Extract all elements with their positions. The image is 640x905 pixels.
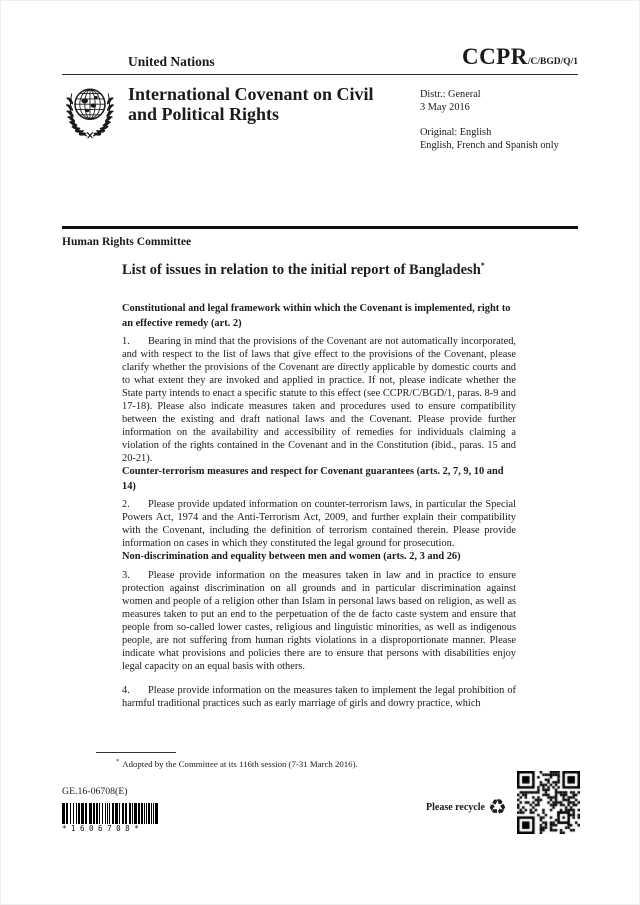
footnote-mark: * xyxy=(116,758,120,765)
paragraph-text: Please provide updated information on counter-terrorism laws, in particular the Special Powers Act, 1974 and the Anti-Terrorism Act, 2009, and further explain their compatibility with the Covenant, including the definition of terrorism contained therein. Please provide information on cases in which they constituted the legal ground for prosecution. xyxy=(122,499,516,549)
date-line: 3 May 2016 xyxy=(420,102,470,113)
committee-name: Human Rights Committee xyxy=(62,236,192,248)
header-rule xyxy=(62,74,578,75)
original-line: Original: English xyxy=(420,127,492,138)
paragraph-number: 2. xyxy=(122,499,130,510)
title-footnote-mark: * xyxy=(480,261,485,270)
section-heading: Counter-terrorism measures and respect for Covenant guarantees (arts. 2, 7, 9, 10 and 14) xyxy=(122,466,504,492)
section-rule xyxy=(62,226,578,229)
qr-code-icon xyxy=(517,771,580,834)
recycle-block xyxy=(426,797,507,818)
footnote-rule xyxy=(96,752,176,753)
covenant-title: International Covenant on Civil and Political Rights xyxy=(128,84,374,124)
doc-symbol-suffix: /C/BGD/Q/1 xyxy=(527,57,578,67)
distr-block xyxy=(420,88,559,152)
document-title xyxy=(122,261,485,279)
issue-section xyxy=(122,302,516,465)
numbered-paragraph xyxy=(122,498,516,550)
paragraph-number: 1. xyxy=(122,336,130,347)
recycle-label: Please recycle xyxy=(426,802,485,813)
barcode-icon xyxy=(62,803,158,824)
languages-line: English, French and Spanish only xyxy=(420,140,559,151)
numbered-paragraph xyxy=(122,684,516,710)
paragraph-text: Please provide information on the measures taken in law and in practice to ensure protection against discrimination on all grounds and in particular discrimination against women and people of a religion other than Islam in personal laws based on religion, as well as measures taken to put an end to the perpetuation of the de facto caste system and ensure that people from so-called lower castes, religious and linguistic minorities, as well as indigenous people, are not suffering from human rights violations in a disproportionate manner. Please indicate what provisions and policies there are to ensure that persons with disabilities enjoy legal capacity on an equal basis with others. xyxy=(122,569,516,672)
distr-line: Distr.: General xyxy=(420,89,481,100)
footnote xyxy=(116,758,516,769)
numbered-paragraph xyxy=(122,335,516,465)
paragraph-text: Please provide information on the measures taken to implement the legal prohibition of harmful traditional practices such as early marriage of girls and dowry practice, which xyxy=(122,684,516,709)
footnote-text: Adopted by the Committee at its 116th session (7-31 March 2016). xyxy=(122,758,358,769)
paragraph-text: Bearing in mind that the provisions of the Covenant are not automatically incorporated, and with respect to the list of laws that give effect to the provisions of the Covenant, please clarify whether the provisions of the Covenant are directly applicable by domestic courts and to what extent they are invoked and applied in practice. If not, please indicate whether the State party intends to enact a specific statute to this effect (see CCPR/C/BGD/1, paras. 8-9 and 17-18). Please also indicate measures taken and procedures used to ensure compatibility between the existing and draft national laws and the Covenant. Please provide further information on the availability and accessibility of remedies for individuals claiming a violation of the rights contained in the Covenant and in the Constitution (ibid., paras. 15 and 20-21). xyxy=(122,336,516,464)
document-title-text: List of issues in relation to the initial report of Bangladesh xyxy=(122,261,481,278)
un-emblem-icon xyxy=(61,79,119,143)
issue-section xyxy=(122,465,516,550)
barcode-block xyxy=(62,803,162,833)
barcode-text: *1606708* xyxy=(62,824,144,833)
doc-symbol xyxy=(462,44,578,70)
doc-symbol-main: CCPR xyxy=(461,44,528,69)
paragraph-number: 3. xyxy=(122,569,130,581)
numbered-paragraph xyxy=(122,569,516,673)
recycle-icon: ♻ xyxy=(487,795,507,819)
ge-number: GE.16-06708(E) xyxy=(62,786,128,797)
paragraph-number: 4. xyxy=(122,684,130,696)
issue-section xyxy=(122,550,516,710)
section-heading: Non-discrimination and equality between men and women (arts. 2, 3 and 26) xyxy=(122,551,461,562)
section-heading: Constitutional and legal framework within which the Covenant is implemented, right to an effective remedy (art. 2) xyxy=(122,303,511,329)
org-name: United Nations xyxy=(128,54,215,69)
issues-body xyxy=(122,302,516,710)
